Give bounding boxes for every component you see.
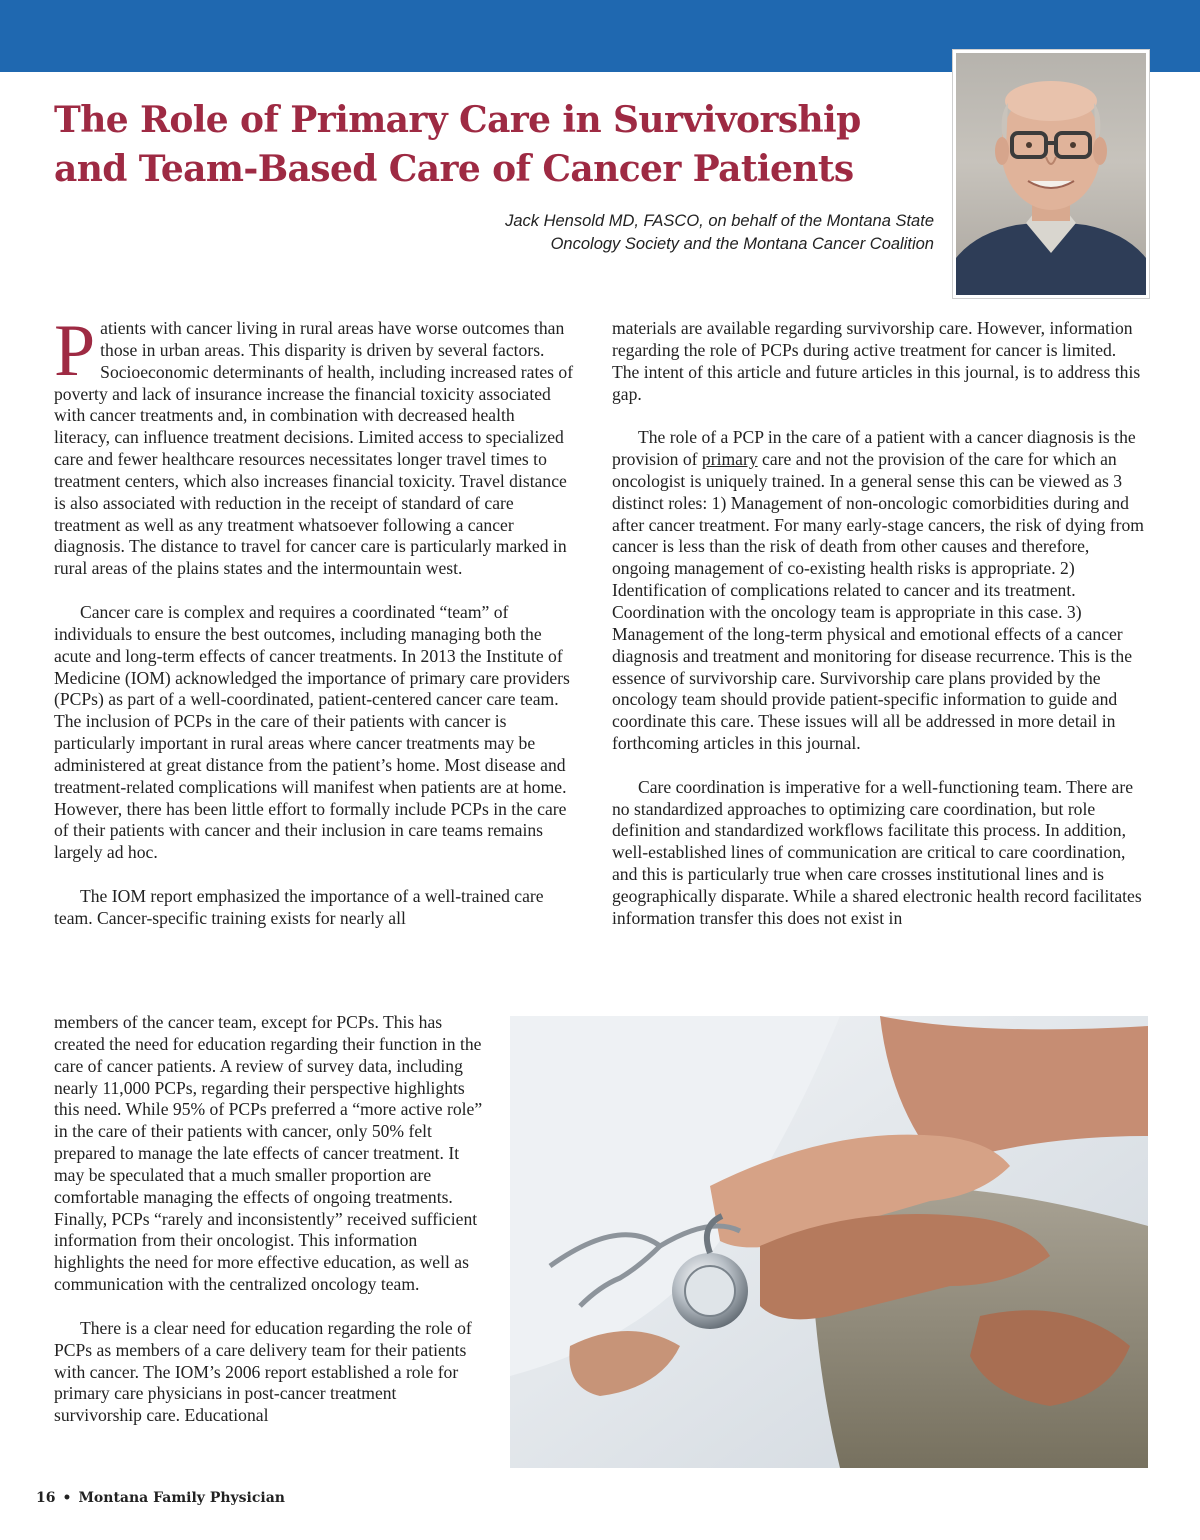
paragraph-iom-report-continued: members of the cancer team, except for PCPs. This has created the need for education regarding their function in the care of cancer patients. A review of survey data, including nearly 11,000 PCPs, regarding their perspective highlights this need. While 95% of PCPs preferred a “more active role” in the care of their patients with cancer, only 50% felt prepared to manage the late effects of cancer treatment. It may be speculated that a much smaller proportion are comfortable managing the effects of ongoing treatments. Finally, PCPs “rarely and inconsistently” received sufficient information from their oncologist. This information highlights the need for more effective education, as well as communication with the centralized oncology team. xyxy=(54,1012,483,1295)
publication-name: Montana Family Physician xyxy=(78,1490,285,1506)
paragraph-iom-report-start: The IOM report emphasized the importance of a well-trained care team. Cancer-specific training exists for nearly all xyxy=(54,885,544,928)
article-column-right xyxy=(612,318,1147,930)
paragraph-education-need: There is a clear need for education regarding the role of PCPs as members of a care delivery team for their patients with cancer. The IOM’s 2006 report established a role for primary care physicians in post-cancer treatment survivorship care. Educational xyxy=(54,1317,472,1426)
page-number: 16 xyxy=(36,1490,56,1506)
paragraph-care-coordination: Care coordination is imperative for a well-functioning team. There are no standardized approaches to optimizing care coordination, but role definition and standardized workflows facilitate this process. In addition, well-established lines of communication are critical to care coordination, and this is particularly true when care crosses institutional lines and is geographically disparate. While a shared electronic health record facilitates information transfer this does not exist in xyxy=(612,776,1142,928)
author-byline xyxy=(374,210,934,256)
author-portrait xyxy=(953,50,1149,298)
title-line-2: and Team-Based Care of Cancer Patients xyxy=(54,148,854,190)
article-title xyxy=(54,96,954,194)
paragraph-survivorship-materials: materials are available regarding survivorship care. However, information regarding the role of PCPs during active treatment for cancer is limited. The intent of this article and future articles in this journal, is to address this gap. xyxy=(612,318,1141,404)
footer-separator: • xyxy=(62,1490,72,1506)
byline-line-2: Oncology Society and the Montana Cancer Coalition xyxy=(550,235,934,253)
paragraph-pcp-role xyxy=(612,427,1147,755)
paragraph-intro xyxy=(54,310,574,580)
paragraph-intro-text: atients with cancer living in rural areas have worse outcomes than those in urban areas. This disparity is driven by several factors. Socioeconomic determinants of health, including increased rates of poverty and lack of insurance increase the financial toxicity associated with cancer treatments and, in combination with decreased health literacy, can influence treatment decisions. Limited access to specialized care and fewer healthcare resources necessitates longer travel times to treatment centers, which also increases financial toxicity. Travel distance is also associated with reduction in the receipt of standard of care treatment as well as any treatment whatsoever following a cancer diagnosis. The distance to travel for cancer care is particularly marked in rural areas of the plains states and the intermountain west. xyxy=(54,318,574,579)
article-column-left xyxy=(54,310,574,930)
drop-cap-letter: P xyxy=(54,310,96,392)
paragraph-team-care: Cancer care is complex and requires a coordinated “team” of individuals to ensure the best outcomes, including managing both the acute and long-term effects of cancer treatments. In 2013 the Institute of Medicine (IOM) acknowledged the importance of primary care providers (PCPs) as part of a well-coordinated, patient-centered cancer care team. The inclusion of PCPs in the care of their patients with cancer is particularly important in rural areas where cancer treatments may be administered at great distance from the patient’s home. Most disease and treatment-related complications will manifest when patients are at home. However, there has been little effort to formally include PCPs in the care of their patients with cancer and their inclusion in care teams remains largely ad hoc. xyxy=(54,601,570,863)
title-line-1: The Role of Primary Care in Survivorship xyxy=(54,99,861,141)
pcp-role-text-b: care and not the provision of the care for which an oncologist is uniquely trained. In a general sense this can be viewed as 3 distinct roles: 1) Management of non-oncologic comorbidities during and after cancer treatment. For many early-stage cancers, the risk of dying from cancer is less than the risk of death from other causes and therefore, ongoing management of co-existing health risks is appropriate. 2) Identification of complications related to cancer and its treatment. Coordination with the oncology team is appropriate in this case. 3) Management of the long-term physical and emotional effects of a cancer diagnosis and treatment and monitoring for disease recurrence. This is the essence of survivorship care. Survivorship care plans provided by the oncology team should provide patient-specific information to guide and coordinate this care. These issues will all be addressed in more detail in forthcoming articles in this journal. xyxy=(612,449,1144,754)
hands-stethoscope-photo xyxy=(510,1016,1148,1468)
byline-line-1: Jack Hensold MD, FASCO, on behalf of the Montana State xyxy=(505,212,934,230)
pcp-role-text-a: The role of a PCP in the care of a patient with a cancer diagnosis is the provision of xyxy=(612,427,1136,470)
article-column-left-lower xyxy=(54,1012,484,1427)
primary-underlined-word: primary xyxy=(701,449,758,470)
page-footer xyxy=(36,1490,285,1506)
